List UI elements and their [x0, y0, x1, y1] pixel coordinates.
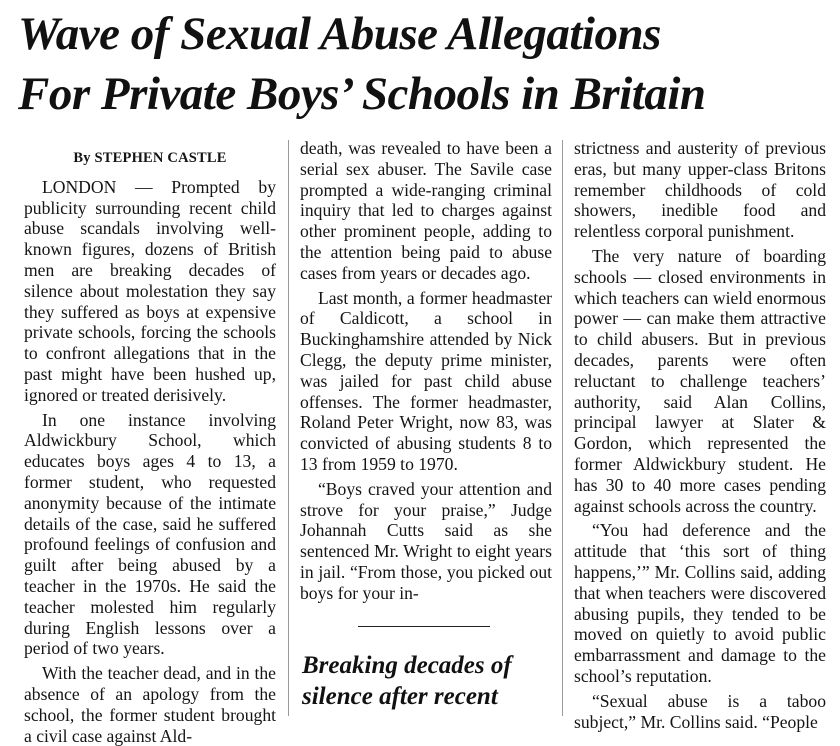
paragraph: In one instance involving Aldwickbury School, which educates boys ages 4 to 13, a former student, who requested anonymity because of the intimate details of the case, said he suffered profound feelings of confusion and guilt after being abused by a teacher in the 1970s. He said the teacher molested him regularly during English lessons over a period of two years.	[24, 409, 276, 659]
pullquote	[302, 650, 560, 712]
paragraph: “Sexual abuse is a taboo subject,” Mr. Collins said. “People	[574, 690, 826, 732]
headline-line-2: For Private Boys’ Schools in Britain	[18, 68, 706, 120]
paragraph: The very nature of boarding schools — closed environments in which teachers can wield enormous power — can make them attractive to child abusers. But in previous decades, parents were often reluctant to challenge teachers’ authority, said Alan Collins, principal lawyer at Slater & Gordon, which represented the former Aldwickbury student. He has 30 to 40 more cases pending against schools across the country.	[574, 245, 826, 516]
pullquote-line-2: silence after recent	[302, 683, 498, 710]
pullquote-rule	[358, 626, 490, 627]
article-column-2	[300, 138, 552, 604]
column-divider-2	[562, 140, 563, 716]
paragraph: strictness and austerity of previous eras, but many upper-class Britons remember childhoods of cold showers, inedible food and relentless corporal punishment.	[574, 138, 826, 242]
column-divider-1	[288, 140, 289, 716]
pullquote-line-1: Breaking decades of	[302, 652, 512, 679]
byline: By STEPHEN CASTLE	[73, 150, 227, 166]
paragraph: death, was revealed to have been a serial sex abuser. The Savile case prompted a wide-ranging criminal inquiry that led to charges against other prominent people, adding to the attention being paid to abuse cases from years or decades ago.	[300, 138, 552, 283]
paragraph: With the teacher dead, and in the absence of an apology from the school, the former student brought a civil case against Ald-	[24, 663, 276, 746]
article-column-3	[574, 138, 826, 732]
paragraph: “You had deference and the attitude that ‘this sort of thing happens,’” Mr. Collins said, adding that when teachers were discovered abusing pupils, they tended to be moved on quietly to avoid public embarrassment and damage to the school’s reputation.	[574, 520, 826, 686]
paragraph: LONDON — Prompted by publicity surrounding recent child abuse scandals involving well-known figures, dozens of British men are breaking decades of silence about molestation they say they suffered as boys at expensive private schools, forcing the schools to confront allegations that in the past might have been hushed up, ignored or treated derisively.	[24, 176, 276, 405]
paragraph: “Boys craved your attention and strove for your praise,” Judge Johannah Cutts said as she sentenced Mr. Wright to eight years in jail. “From those, you picked out boys for your in-	[300, 478, 552, 603]
headline-line-1: Wave of Sexual Abuse Allegations	[18, 8, 661, 60]
article-column-1	[24, 142, 276, 746]
article-headline	[18, 4, 828, 124]
paragraph: Last month, a former headmaster of Caldicott, a school in Buckinghamshire attended by Nick Clegg, the deputy prime minister, was jailed for past child abuse offenses. The former headmaster, Roland Peter Wright, now 83, was convicted of abusing students 8 to 13 from 1959 to 1970.	[300, 287, 552, 474]
